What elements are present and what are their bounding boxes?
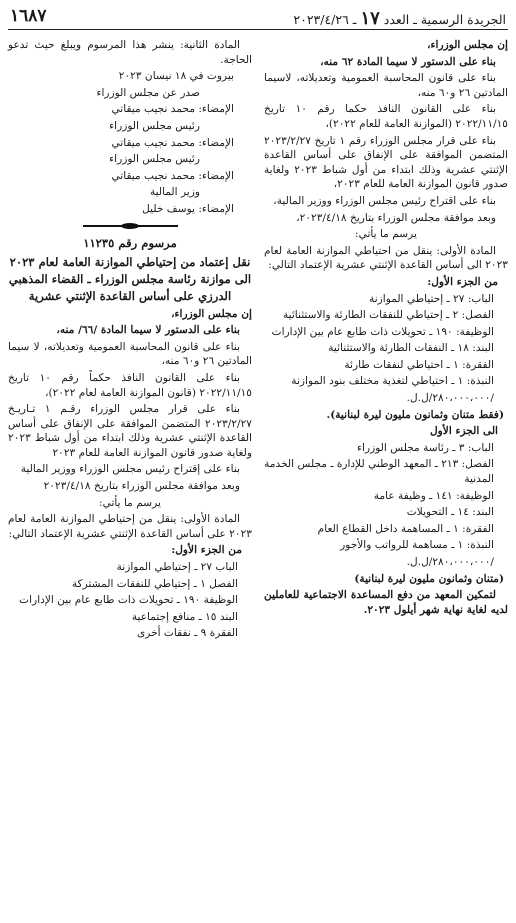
paragraph: الباب ٢٧ ـ إحتياطي الموازنة <box>116 561 238 574</box>
paragraph: البند: ١٨ ـ النفقات الطارئة والاستثنائية <box>328 342 494 355</box>
paragraph: البند ١٥ ـ منافع إجتماعية <box>131 610 238 623</box>
paragraph: وزير المالية <box>149 186 200 199</box>
paragraph: صدر عن مجلس الوزراء <box>96 86 200 99</box>
paragraph: الفقرة: ١ ـ المساهمة داخل القطاع العام <box>317 522 494 535</box>
paragraph: المادة الأولى: ينقل من احتياطي الموازنة العامة لعام ٢٠٢٣ الى أساس القاعدة الإثنتي عشرية الإعتماد التالي: <box>264 244 508 272</box>
page-header <box>8 4 508 30</box>
paragraph: المادة الأولى: ينقل من إحتياطي الموازنة العامة لعام ٢٠٢٣ على أساس القاعدة الإثنتي عشرية الإعتماد التالي: <box>8 513 252 540</box>
paragraph: الوظيفة: ١٩٠ ـ تحويلات ذات طابع عام بين الإدارات <box>271 325 494 338</box>
paragraph: يرسم ما يأتي: <box>355 228 417 241</box>
paragraph: بناء على القانون النافذ حكما رقم ١٠ تاريخ ٢٠٢٢/١١/١٥ (الموازنة العامة للعام ٢٠٢٢)، <box>264 103 508 130</box>
paragraph: بيروت في ١٨ نيسان ٢٠٢٣ <box>118 70 234 83</box>
paragraph: رئيس مجلس الوزراء <box>109 153 200 166</box>
decree-title: مرسوم رقم ١١٢٣٥ <box>83 235 177 250</box>
paragraph: الوظيفة: ١٤١ ـ وظيفة عامة <box>373 489 494 502</box>
paragraph: الى الجزء الأول <box>429 425 498 438</box>
paragraph: لتمكين المعهد من دفع المساعدة الاجتماعية للعاملين لديه لغاية نهاية شهر أيلول ٢٠٢٣. <box>264 589 508 616</box>
paragraph: المادة الثانية: ينشر هذا المرسوم ويبلغ حيث تدعو الحاجة. <box>8 39 252 66</box>
paragraph: رئيس مجلس الوزراء <box>109 119 200 132</box>
paragraph: /٢٨٠،٠٠٠،٠٠٠/ل.ل. <box>406 392 494 405</box>
paragraph: النبذة: ١ ـ احتياطي لتغذية مختلف بنود الموازنة <box>291 375 494 388</box>
issue-date: ـ ٢٠٢٣/٤/٢٦ <box>293 12 357 27</box>
paragraph: من الجزء الأول: <box>171 544 242 557</box>
paragraph: بناء على الدستور لا سيما المادة ٦٢ منه، <box>320 55 496 68</box>
page-number: ١٦٨٧ <box>10 6 47 26</box>
paragraph: الإمضاء: محمد نجيب ميقاتي <box>111 103 234 116</box>
paragraph: إن مجلس الوزراء، <box>171 307 252 320</box>
paragraph: الفقرة: ١ ـ احتياطي لنفقات طارئة <box>344 358 494 371</box>
paragraph: يرسم ما يأتي: <box>99 496 161 509</box>
paragraph: وبعد موافقة مجلس الوزراء بتاريخ ٢٠٢٣/٤/١٨، <box>296 211 496 224</box>
ornament-divider <box>83 223 178 229</box>
paragraph: الإمضاء: محمد نجيب ميقاتي <box>111 169 234 182</box>
paragraph: الفصل ١ ـ إحتياطي للنفقات المشتركة <box>71 577 238 590</box>
paragraph: بناء على القانون النافذ حكماً رقم ١٠ تاريخ ٢٠٢٢/١١/١٥ (قانون الموازنة العامة لعام ٢٠٢٢)، <box>8 371 252 399</box>
paragraph: الفصل: ٢١٣ ـ المعهد الوطني للإدارة ـ مجلس الخدمة المدنية <box>264 458 494 486</box>
paragraph: بناء على اقتراح رئيس مجلس الوزراء ووزير المالية، <box>273 194 496 207</box>
paragraph: من الجزء الأول: <box>427 275 498 288</box>
left-column <box>8 38 252 643</box>
decree-title: نقل إعتماد من إحتياطي الموازنة العامة لعام ٢٠٢٣ الى موازنة رئاسة مجلس الوزراء ـ القضاء المذهبي الدرزي على أساس القاعدة الإثنتي عشرية <box>8 254 252 303</box>
paragraph: الإمضاء: يوسف خليل <box>142 202 234 215</box>
header-divider <box>8 29 508 30</box>
paragraph: البند: ١٤ ـ التحويلات <box>406 506 494 519</box>
paragraph: الباب: ٣ ـ رئاسة مجلس الوزراء <box>357 441 494 454</box>
paragraph: الفقرة ٩ ـ نفقات أخرى <box>136 627 238 640</box>
paragraph: بناء على الدستور لا سيما المادة /٦٦/ منه، <box>56 324 240 337</box>
issue-number: ١٧ <box>360 8 380 29</box>
paragraph: (فقط متنان وثمانون مليون ليرة لبنانية). <box>326 408 504 421</box>
journal-title <box>293 8 506 29</box>
journal-name: الجريدة الرسمية ـ العدد <box>383 12 506 27</box>
paragraph: النبذة: ١ ـ مساهمة للرواتب والأجور <box>340 539 494 552</box>
paragraph: إن مجلس الوزراء، <box>427 39 508 51</box>
paragraph: بناء على إقتراح رئيس مجلس الوزراء ووزير المالية <box>20 463 240 476</box>
paragraph: الباب: ٢٧ ـ إحتياطي الموازنة <box>369 292 494 305</box>
paragraph: الفصل: ٢ ـ إحتياطي للنفقات الطارئة والاستثنائية <box>282 309 494 322</box>
paragraph: بناء على قرار مجلس الوزراء رقم ١ تاريخ ٢٠٢٣/٢/٢٧ المتضمن الموافقة على الإنفاق على أساس القاعدة الإثنتي عشرية وذلك ابتداء من أول شباط ٢٠٢٣ ولغاية صدور قانون الموازنة العامة للعام ٢٠٢٣، <box>264 134 508 191</box>
paragraph: بناء على قرار مجلس الوزراء رقـم ١ تـاريـخ ٢٠٢٣/٢/٢٧ المتضمن الموافقة على الإنفاق على أساس القاعدة الإثنتي عشرية وذلك ابتداء من أول شباط ٢٠٢٣ ولغاية صدور قانون الموازنة العامة للعام ٢٠٢٣ <box>8 403 252 459</box>
paragraph: (متنان وثمانون مليون ليرة لبنانية) <box>354 572 504 585</box>
paragraph: الإمضاء: محمد نجيب ميقاتي <box>111 136 234 149</box>
paragraph: الوظيفة ١٩٠ ـ تحويلات ذات طابع عام بين الإدارات <box>19 594 238 607</box>
paragraph: وبعد موافقة مجلس الوزراء بتاريخ ٢٠٢٣/٤/١٨ <box>43 480 240 493</box>
paragraph: بناء على قانون المحاسبة العمومية وتعديلاته، لاسيما المادتين ٢٦ و٦٠ منه، <box>264 72 508 99</box>
paragraph: /٢٨٠،٠٠٠،٠٠٠/ل.ل. <box>406 556 494 568</box>
paragraph: بناء على قانون المحاسبة العمومية وتعديلاته، لا سيما المادتين ٢٦ و٦٠ منه، <box>8 340 252 368</box>
right-column <box>264 38 508 619</box>
